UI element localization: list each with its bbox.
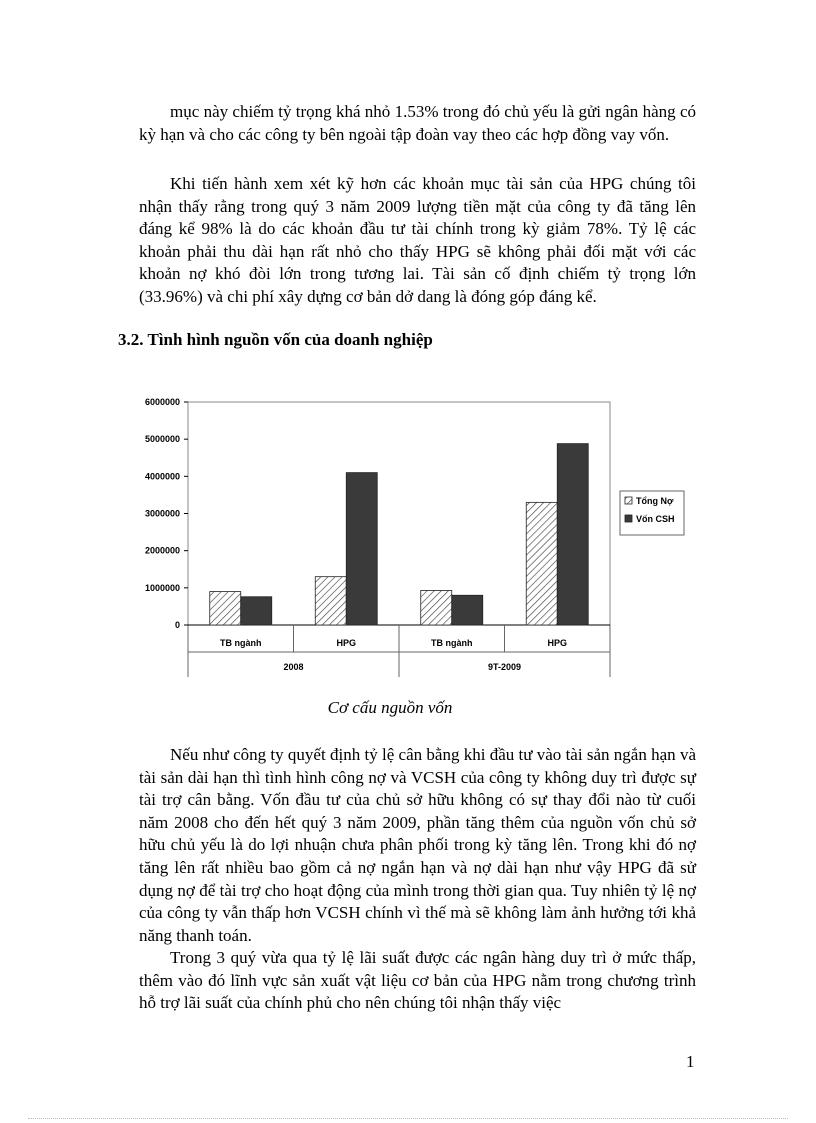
paragraph-1 (139, 101, 696, 146)
paragraph-4-text: Trong 3 quý vừa qua tỷ lệ lãi suất được các ngân hàng duy trì ở mức thấp, thêm vào đó lĩnh vực sản xuất vật liệu cơ bản của HPG nằm trong chương trình hỗ trợ lãi suất của chính phủ cho nên chúng tôi nhận thấy việc (139, 948, 696, 1013)
bar-von-csh (241, 597, 272, 625)
bar-tong-no (210, 592, 241, 625)
paragraph-3 (139, 744, 696, 947)
section-heading: 3.2. Tình hình nguồn vốn của doanh nghiệp (118, 330, 433, 349)
x-group-label: 9T-2009 (487, 662, 522, 672)
bar-tong-no (315, 577, 346, 625)
x-category-label: TB ngành (220, 638, 262, 648)
page-bottom-rule (28, 1118, 788, 1119)
y-tick-label: 5000000 (144, 434, 180, 445)
paragraph-1-text: mục này chiếm tỷ trọng khá nhỏ 1.53% trong đó chủ yếu là gửi ngân hàng có kỳ hạn và cho các công ty bên ngoài tập đoàn vay theo các hợp đồng vay vốn. (139, 102, 696, 144)
y-tick-label: 3000000 (144, 508, 180, 519)
x-category-label: HPG (336, 638, 357, 648)
bar-von-csh (346, 473, 377, 625)
legend-swatch (625, 497, 632, 504)
y-tick-label: 4000000 (144, 471, 180, 482)
y-tick-label: 0 (174, 620, 180, 630)
legend-swatch (625, 515, 632, 522)
y-tick-label: 2000000 (144, 545, 180, 556)
y-tick-label: 1000000 (144, 582, 180, 593)
x-group-label: 2008 (283, 662, 304, 672)
x-category-label: TB ngành (431, 638, 473, 648)
paragraph-4 (139, 947, 696, 1015)
capital-structure-chart (100, 380, 700, 685)
chart-caption: Cơ cấu nguồn vốn (327, 698, 453, 717)
legend-label: Tổng Nợ (636, 496, 674, 506)
page-number: 1 (686, 1052, 695, 1071)
bar-von-csh (452, 595, 483, 625)
bar-tong-no (526, 502, 557, 625)
paragraph-2-text: Khi tiến hành xem xét kỹ hơn các khoản mục tài sản của HPG chúng tôi nhận thấy rằng trong quý 3 năm 2009 lượng tiền mặt của công ty đã tăng lên đáng kể 98% là do các khoản đầu tư tài chính trong kỳ giảm 78%. Tỷ lệ các khoản phải thu dài hạn rất nhỏ cho thấy HPG sẽ không phải đối mặt với các khoản nợ khó đòi lớn trong tương lai. Tài sản cố định chiếm tỷ trọng lớn (33.96%) và chi phí xây dựng cơ bản dở dang là đóng góp đáng kể. (139, 174, 696, 306)
paragraph-3-text: Nếu như công ty quyết định tỷ lệ cân bằng khi đầu tư vào tài sản ngắn hạn và tài sản dài hạn thì tình hình công nợ và VCSH của công ty không duy trì được sự tài trợ cân bằng. Vốn đầu tư của chủ sở hữu không có sự thay đổi nào từ cuối năm 2008 cho đến hết quý 3 năm 2009, phần tăng thêm của nguồn vốn chủ sở hữu chủ yếu là do lợi nhuận chưa phân phối trong kỳ tăng lên. Trong khi đó nợ tăng lên rất nhiều bao gồm cả nợ ngắn hạn và nợ dài hạn như vậy HPG đã sử dụng nợ để tài trợ cho hoạt động của mình trong thời gian qua. Tuy nhiên tỷ lệ nợ của công ty vẫn thấp hơn VCSH chính vì thế mà sẽ không làm ảnh hưởng tới khả năng thanh toán. (139, 745, 696, 945)
bar-tong-no (421, 590, 452, 625)
paragraph-2 (139, 173, 696, 309)
y-tick-label: 6000000 (144, 397, 180, 407)
x-category-label: HPG (547, 638, 568, 648)
legend-label: Vốn CSH (636, 514, 675, 524)
bar-von-csh (557, 444, 588, 625)
